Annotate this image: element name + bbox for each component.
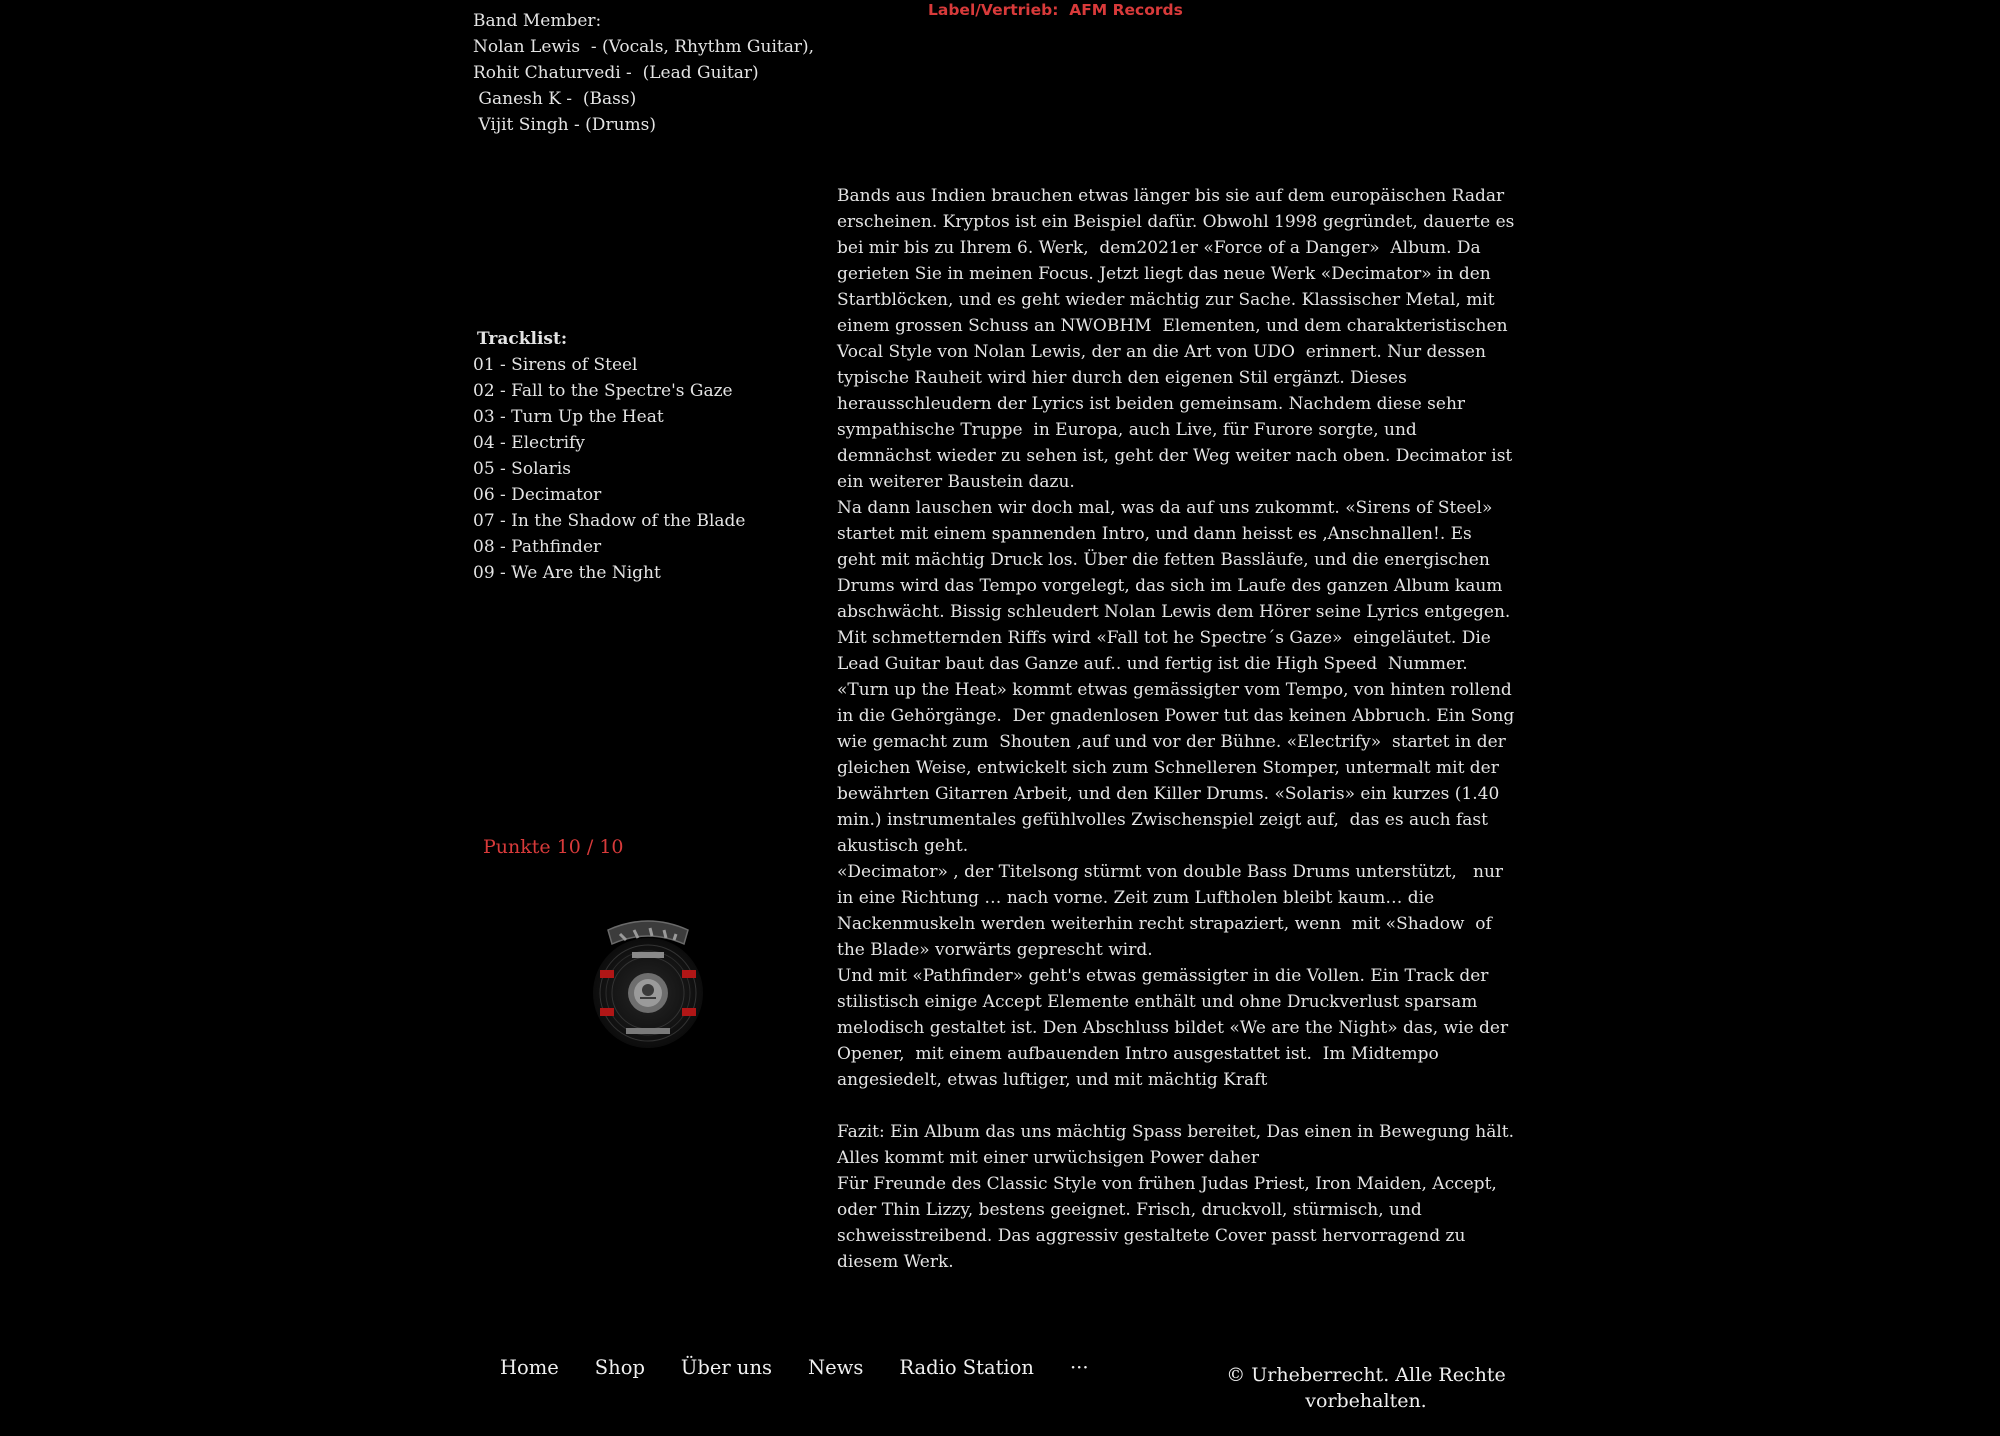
track-item: 05 - Solaris: [473, 459, 571, 479]
review-line: schweisstreibend. Das aggressiv gestaltete Cover passt hervorragend zu: [837, 1226, 1466, 1246]
review-line: the Blade» vorwärts geprescht wird.: [837, 940, 1153, 960]
review-line: Lead Guitar baut das Ganze auf.. und fertig ist die High Speed Nummer.: [837, 654, 1468, 674]
copyright-line: vorbehalten.: [1305, 1390, 1427, 1412]
review-line: erscheinen. Kryptos ist ein Beispiel dafür. Obwohl 1998 gegründet, dauerte es: [837, 212, 1515, 232]
footer-nav: [500, 1352, 1089, 1382]
track-item: 03 - Turn Up the Heat: [473, 407, 664, 427]
review-line: in die Gehörgänge. Der gnadenlosen Power tut das keinen Abbruch. Ein Song: [837, 706, 1515, 726]
review-line: in eine Richtung … nach vorne. Zeit zum Luftholen bleibt kaum… die: [837, 888, 1435, 908]
review-line: gerieten Sie in meinen Focus. Jetzt liegt das neue Werk «Decimator» in den: [837, 264, 1491, 284]
vinyl-record-logo-graphic: [586, 910, 710, 1052]
review-line: wie gemacht zum Shouten ‚auf und vor der Bühne. «Electrify» startet in der: [837, 732, 1506, 752]
review-line: abschwächt. Bissig schleudert Nolan Lewis dem Hörer seine Lyrics entgegen.: [837, 602, 1511, 622]
nav-ueber-uns[interactable]: Über uns: [680, 1355, 773, 1379]
review-text: [837, 183, 1515, 1275]
track-item: 02 - Fall to the Spectre's Gaze: [473, 381, 733, 401]
review-line: angesiedelt, etwas luftiger, und mit mächtig Kraft: [837, 1070, 1268, 1090]
review-line: Opener, mit einem aufbauenden Intro ausgestattet ist. Im Midtempo: [837, 1044, 1439, 1064]
review-line: einem grossen Schuss an NWOBHM Elementen, und dem charakteristischen: [837, 316, 1508, 336]
review-line: Drums wird das Tempo vorgelegt, das sich im Laufe des ganzen Album kaum: [837, 576, 1503, 596]
review-line: bei mir bis zu Ihrem 6. Werk, dem2021er «Force of a Danger» Album. Da: [837, 238, 1481, 258]
review-line: «Decimator» , der Titelsong stürmt von double Bass Drums unterstützt, nur: [837, 862, 1504, 882]
label-value: AFM Records: [1069, 1, 1183, 19]
review-line: Fazit: Ein Album das uns mächtig Spass bereitet, Das einen in Bewegung hält.: [837, 1122, 1514, 1142]
track-item: 07 - In the Shadow of the Blade: [473, 511, 746, 531]
review-line: [837, 1093, 1477, 1119]
review-line: Startblöcken, und es geht wieder mächtig zur Sache. Klassischer Metal, mit: [837, 290, 1495, 310]
band-member: Vijit Singh - (Drums): [473, 115, 656, 135]
review-line: diesem Werk.: [837, 1252, 954, 1272]
rating-score: Punkte 10 / 10: [483, 836, 624, 858]
band-members-heading: Band Member:: [473, 11, 602, 31]
track-item: 04 - Electrify: [473, 433, 585, 453]
review-line: akustisch geht.: [837, 836, 969, 856]
review-line: melodisch gestaltet ist. Den Abschluss bildet «We are the Night» das, wie der: [837, 1018, 1509, 1038]
review-line: ein weiterer Baustein dazu.: [837, 472, 1075, 492]
review-line: Nackenmuskeln werden weiterhin recht strapaziert, wenn mit «Shadow of: [837, 914, 1492, 934]
track-item: 01 - Sirens of Steel: [473, 355, 638, 375]
track-item: 08 - Pathfinder: [473, 537, 602, 557]
review-line: geht mit mächtig Druck los. Über die fetten Bassläufe, und die energischen: [837, 550, 1490, 570]
band-member: Nolan Lewis - (Vocals, Rhythm Guitar),: [473, 37, 815, 57]
tracklist: [473, 326, 745, 586]
review-line: stilistisch einige Accept Elemente enthält und ohne Druckverlust sparsam: [837, 992, 1478, 1012]
review-line: Na dann lauschen wir doch mal, was da auf uns zukommt. «Sirens of Steel»: [837, 498, 1493, 518]
track-item: 06 - Decimator: [473, 485, 602, 505]
band-members: [473, 8, 814, 138]
copyright: [1226, 1362, 1506, 1414]
review-line: min.) instrumentales gefühlvolles Zwischenspiel zeigt auf, das es auch fast: [837, 810, 1488, 830]
review-line: Mit schmetternden Riffs wird «Fall tot he Spectre´s Gaze» eingeläutet. Die: [837, 628, 1491, 648]
review-line: herausschleudern der Lyrics ist beiden gemeinsam. Nachdem diese sehr: [837, 394, 1466, 414]
review-line: typische Rauheit wird hier durch den eigenen Stil ergänzt. Dieses: [837, 368, 1407, 388]
review-line: Und mit «Pathfinder» geht's etwas gemässigter in die Vollen. Ein Track der: [837, 966, 1489, 986]
review-line: demnächst wieder zu sehen ist, geht der Weg weiter nach oben. Decimator ist: [837, 446, 1513, 466]
review-line: startet mit einem spannenden Intro, und dann heisst es ‚Anschnallen!. Es: [837, 524, 1472, 544]
vinyl-record-logo-icon: [586, 910, 710, 1052]
review-line: Alles kommt mit einer urwüchsigen Power daher: [837, 1148, 1259, 1168]
nav-news[interactable]: News: [808, 1355, 864, 1379]
review-line: Vocal Style von Nolan Lewis, der an die Art von UDO erinnert. Nur dessen: [837, 342, 1486, 362]
review-line: bewährten Gitarren Arbeit, und den Killer Drums. «Solaris» ein kurzes (1.40: [837, 784, 1500, 804]
band-member: Ganesh K - (Bass): [473, 89, 637, 109]
nav-shop[interactable]: Shop: [594, 1355, 645, 1379]
nav-home[interactable]: Home: [500, 1355, 559, 1379]
label-distribution: [928, 1, 1183, 19]
review-line: sympathische Truppe in Europa, auch Live, für Furore sorgte, und: [837, 420, 1417, 440]
band-member: Rohit Chaturvedi - (Lead Guitar): [473, 63, 759, 83]
review-line: Für Freunde des Classic Style von frühen Judas Priest, Iron Maiden, Accept,: [837, 1174, 1497, 1194]
review-line: «Turn up the Heat» kommt etwas gemässigter vom Tempo, von hinten rollend: [837, 680, 1512, 700]
review-line: Bands aus Indien brauchen etwas länger bis sie auf dem europäischen Radar: [837, 186, 1505, 206]
review-line: gleichen Weise, entwickelt sich zum Schnelleren Stomper, untermalt mit der: [837, 758, 1499, 778]
nav-radio-station[interactable]: Radio Station: [899, 1355, 1034, 1379]
label-prefix: Label/Vertrieb:: [928, 1, 1070, 19]
nav-more-icon[interactable]: ···: [1069, 1355, 1089, 1379]
tracklist-heading: Tracklist:: [477, 329, 568, 349]
copyright-line: © Urheberrecht. Alle Rechte: [1226, 1364, 1506, 1386]
track-item: 09 - We Are the Night: [473, 563, 661, 583]
review-line: oder Thin Lizzy, bestens geeignet. Frisch, druckvoll, stürmisch, und: [837, 1200, 1422, 1220]
